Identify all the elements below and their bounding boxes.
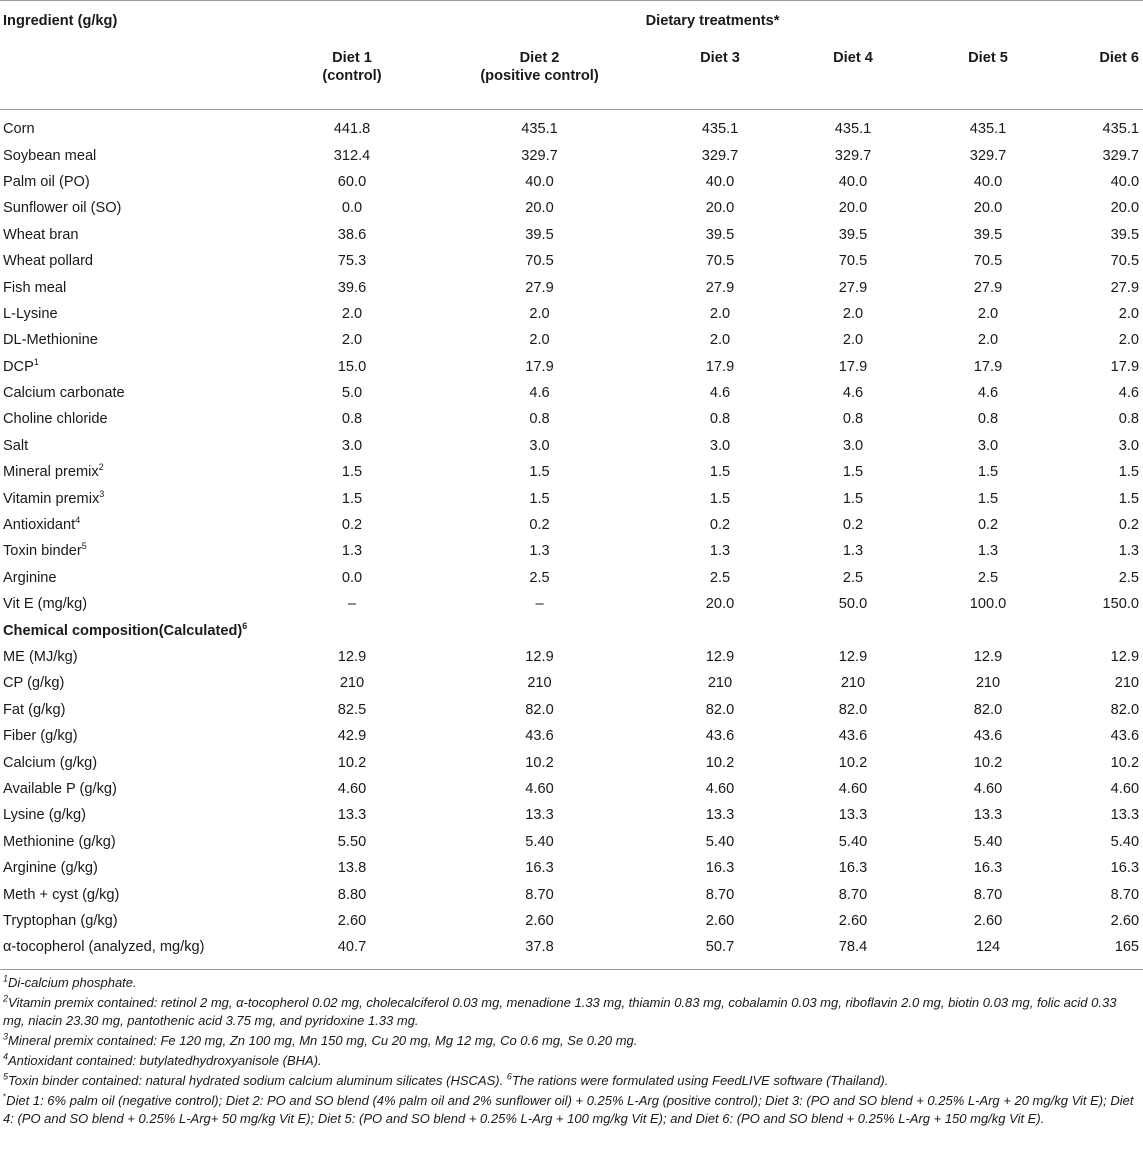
header-diet-3: Diet 3: [700, 50, 740, 66]
table-row: [0, 644, 1143, 670]
row-label: L-Lysine: [3, 305, 58, 322]
row-label: Available P (g/kg): [3, 780, 117, 797]
footnotes: [3, 974, 1141, 1130]
cell-diet-6: 70.5: [1110, 253, 1140, 270]
table-body: [0, 110, 1143, 970]
row-label: Fish meal: [3, 279, 67, 296]
row-label: Choline chloride: [3, 411, 108, 428]
row-label: DL-Methionine: [3, 332, 98, 349]
row-label: Arginine: [3, 569, 57, 586]
cell-diet-6: 1.5: [1118, 490, 1140, 507]
cell-diet-3: 50.7: [705, 939, 735, 956]
cell-diet-5: 20.0: [973, 200, 1003, 217]
table-row: [0, 697, 1143, 723]
header-diet-6: Diet 6: [1099, 50, 1140, 66]
cell-diet-3: 17.9: [705, 358, 735, 375]
cell-diet-3: 82.0: [705, 701, 735, 718]
cell-diet-5: 210: [975, 675, 1001, 692]
cell-diet-2: 12.9: [525, 649, 554, 665]
table-row: [0, 829, 1143, 855]
header-spacer: [0, 43, 282, 110]
cell-diet-6: 0.2: [1118, 517, 1140, 534]
cell-diet-3: 329.7: [701, 147, 739, 164]
cell-diet-5: 1.5: [977, 490, 999, 507]
cell-diet-1: 8.80: [337, 886, 367, 903]
cell-diet-1: 441.8: [333, 121, 371, 138]
header-dietary-treatments: Dietary treatments*: [645, 13, 780, 29]
table-row: [0, 855, 1143, 881]
cell-diet-6: 16.3: [1110, 860, 1140, 877]
header-diet-5: Diet 5: [968, 50, 1008, 66]
cell-diet-4: 2.0: [842, 305, 864, 322]
cell-diet-4: 82.0: [838, 701, 868, 718]
cell-diet-6: 1.5: [1118, 464, 1140, 481]
table-row: [0, 776, 1143, 802]
cell-diet-4: 4.6: [842, 385, 864, 402]
cell-diet-5: 16.3: [973, 860, 1003, 877]
row-label: Wheat pollard: [3, 253, 94, 270]
cell-diet-4: 435.1: [834, 121, 872, 138]
cell-diet-3: 20.0: [705, 596, 735, 613]
cell-diet-6: 2.5: [1118, 569, 1140, 586]
row-label: Methionine (g/kg): [3, 833, 116, 850]
cell-diet-5: 43.6: [973, 728, 1003, 745]
row-label: DCP$^1$: [3, 356, 39, 375]
cell-diet-6: 150.0: [1102, 596, 1140, 613]
cell-diet-3: 2.5: [709, 569, 731, 586]
cell-diet-2: 2.0: [529, 305, 550, 322]
cell-diet-1: 4.60: [337, 780, 367, 797]
table-row: [0, 433, 1143, 459]
row-label: Calcium carbonate: [3, 385, 125, 402]
table-row: [0, 908, 1143, 934]
cell-diet-5: 1.3: [977, 543, 999, 560]
row-label: Toxin binder$^5$: [3, 541, 87, 560]
table-row: [0, 934, 1143, 969]
cell-diet-2: 8.70: [525, 886, 554, 903]
header-ingredient: Ingredient (g/kg): [3, 13, 118, 29]
cell-diet-6: 1.3: [1118, 543, 1140, 560]
cell-diet-3: 2.0: [709, 305, 731, 322]
cell-diet-1: 2.0: [341, 305, 363, 322]
footnote-3: $^3$Mineral premix contained: Fe 120 mg, Zn 100 mg, Mn 150 mg, Cu 20 mg, Mg 12 mg, Co 0.6 mg, Se 0.20 mg.: [3, 1031, 638, 1048]
table-row: [0, 301, 1143, 327]
cell-diet-3: 210: [707, 675, 733, 692]
cell-diet-5: 8.70: [973, 886, 1003, 903]
footnote-5-6: $^5$Toxin binder contained: natural hydrated sodium calcium aluminum silicates (HSCAS). $^6$The rations were formulated using FeedLIVE software (Thailand).: [3, 1071, 889, 1088]
cell-diet-1: –: [347, 596, 357, 613]
cell-diet-6: 4.6: [1118, 385, 1140, 402]
cell-diet-3: 16.3: [705, 860, 735, 877]
cell-diet-6: 82.0: [1110, 701, 1140, 718]
cell-diet-6: 210: [1114, 675, 1140, 692]
cell-diet-1: 1.3: [341, 543, 363, 560]
cell-diet-5: 13.3: [973, 807, 1003, 824]
cell-diet-1: 38.6: [337, 226, 367, 243]
cell-diet-4: 5.40: [838, 833, 868, 850]
cell-diet-6: 10.2: [1110, 754, 1140, 771]
row-label: Arginine (g/kg): [3, 860, 98, 877]
cell-diet-3: 4.6: [709, 385, 731, 402]
table-row: [0, 881, 1143, 907]
row-label: Fat (g/kg): [3, 701, 66, 718]
table-row: [0, 354, 1143, 380]
cell-diet-4: 4.60: [838, 780, 868, 797]
cell-diet-2: 27.9: [525, 279, 554, 296]
cell-diet-2: 10.2: [525, 754, 554, 771]
cell-diet-4: 13.3: [838, 807, 868, 824]
table-row: [0, 591, 1143, 617]
cell-diet-4: 70.5: [838, 253, 868, 270]
cell-diet-1: 312.4: [333, 147, 371, 164]
cell-diet-1: 10.2: [337, 754, 367, 771]
cell-diet-3: 2.60: [705, 912, 735, 929]
cell-diet-2: 2.60: [525, 912, 554, 929]
table-row: [0, 274, 1143, 300]
cell-diet-6: 0.8: [1118, 411, 1140, 428]
table-row: [0, 406, 1143, 432]
cell-diet-4: 3.0: [842, 437, 864, 454]
cell-diet-2: –: [535, 596, 544, 613]
cell-diet-1: 60.0: [337, 173, 367, 190]
cell-diet-1: 5.50: [337, 833, 367, 850]
cell-diet-4: 17.9: [838, 358, 868, 375]
cell-diet-2: 1.5: [529, 464, 550, 481]
cell-diet-2: 435.1: [521, 121, 558, 138]
cell-diet-2: 2.0: [529, 332, 550, 349]
cell-diet-6: 4.60: [1110, 780, 1140, 797]
row-label: α-tocopherol (analyzed, mg/kg): [3, 939, 205, 956]
cell-diet-5: 329.7: [969, 147, 1007, 164]
cell-diet-5: 40.0: [973, 173, 1003, 190]
cell-diet-1: 82.5: [337, 701, 367, 718]
cell-diet-2: 82.0: [525, 701, 554, 718]
row-label: CP (g/kg): [3, 675, 65, 692]
cell-diet-2: 40.0: [525, 173, 554, 190]
cell-diet-1: 2.60: [337, 912, 367, 929]
row-label: ME (MJ/kg): [3, 649, 78, 665]
cell-diet-2: 2.5: [529, 569, 550, 586]
cell-diet-3: 1.5: [709, 464, 731, 481]
header-diet-4: Diet 4: [833, 50, 873, 66]
cell-diet-3: 5.40: [705, 833, 735, 850]
cell-diet-3: 27.9: [705, 279, 735, 296]
cell-diet-4: 2.0: [842, 332, 864, 349]
cell-diet-1: 13.3: [337, 807, 367, 824]
cell-diet-5: 39.5: [973, 226, 1003, 243]
cell-diet-5: 2.0: [977, 305, 999, 322]
cell-diet-2: 70.5: [525, 253, 554, 270]
chemical-composition-heading-row: [0, 617, 1143, 643]
table-row: [0, 670, 1143, 696]
row-label: Vitamin premix$^3$: [3, 488, 105, 507]
cell-diet-5: 5.40: [973, 833, 1003, 850]
cell-diet-6: 27.9: [1110, 279, 1140, 296]
cell-diet-2: 5.40: [525, 833, 554, 850]
cell-diet-6: 12.9: [1110, 649, 1140, 665]
cell-diet-1: 0.2: [341, 517, 363, 534]
table-row: [0, 110, 1143, 143]
cell-diet-4: 20.0: [838, 200, 868, 217]
table-row: [0, 802, 1143, 828]
cell-diet-2: 1.5: [529, 490, 550, 507]
cell-diet-5: 4.6: [977, 385, 999, 402]
cell-diet-5: 435.1: [969, 121, 1007, 138]
cell-diet-3: 39.5: [705, 226, 735, 243]
cell-diet-2: 3.0: [529, 437, 550, 454]
table-row: [0, 248, 1143, 274]
header-diet-2: Diet 2 (positive control): [480, 50, 599, 84]
table-row: [0, 565, 1143, 591]
cell-diet-2: 4.60: [525, 780, 554, 797]
cell-diet-2: 20.0: [525, 200, 554, 217]
cell-diet-5: 27.9: [973, 279, 1003, 296]
cell-diet-5: 100.0: [969, 596, 1007, 613]
cell-diet-6: 5.40: [1110, 833, 1140, 850]
cell-diet-2: 43.6: [525, 728, 554, 745]
cell-diet-1: 0.0: [341, 200, 363, 217]
row-label: Soybean meal: [3, 147, 97, 164]
cell-diet-4: 16.3: [838, 860, 868, 877]
cell-diet-3: 70.5: [705, 253, 735, 270]
cell-diet-2: 13.3: [525, 807, 554, 824]
cell-diet-5: 2.60: [973, 912, 1003, 929]
row-label: Salt: [3, 437, 29, 454]
header-diet-1: Diet 1 (control): [322, 50, 382, 84]
table-row: [0, 380, 1143, 406]
row-label: Corn: [3, 121, 35, 138]
table-row: [0, 327, 1143, 353]
cell-diet-5: 17.9: [973, 358, 1003, 375]
cell-diet-1: 42.9: [337, 728, 367, 745]
cell-diet-4: 210: [840, 675, 866, 692]
cell-diet-4: 43.6: [838, 728, 868, 745]
cell-diet-4: 50.0: [838, 596, 868, 613]
cell-diet-1: 12.9: [337, 649, 367, 665]
cell-diet-6: 2.60: [1110, 912, 1140, 929]
cell-diet-1: 39.6: [337, 279, 367, 296]
cell-diet-6: 8.70: [1110, 886, 1140, 903]
cell-diet-3: 12.9: [705, 649, 735, 665]
cell-diet-1: 0.8: [341, 411, 363, 428]
table-row: [0, 222, 1143, 248]
cell-diet-1: 210: [339, 675, 365, 692]
cell-diet-6: 165: [1114, 939, 1140, 956]
cell-diet-6: 39.5: [1110, 226, 1140, 243]
row-label: Lysine (g/kg): [3, 807, 87, 824]
cell-diet-1: 5.0: [341, 385, 363, 402]
row-label: Mineral premix$^2$: [3, 462, 104, 481]
cell-diet-3: 0.8: [709, 411, 731, 428]
cell-diet-4: 1.5: [842, 490, 864, 507]
cell-diet-2: 39.5: [525, 226, 554, 243]
table-row: [0, 723, 1143, 749]
footnote-2: $^2$Vitamin premix contained: retinol 2 mg, α-tocopherol 0.02 mg, cholecalciferol 0.03 mg, menadione 1.33 mg, thiamin 0.83 mg, cobalamin 0.03 mg, riboflavin 2.0 mg, biotin 0.03 mg, folic acid 0.33 mg, niacin 23.30 mg, pantothenic acid 3.75 mg, and pyridoxine 1.33 mg.: [3, 993, 1117, 1028]
cell-diet-2: 210: [527, 675, 552, 692]
table-row: [0, 485, 1143, 511]
cell-diet-5: 124: [975, 939, 1001, 956]
cell-diet-5: 4.60: [973, 780, 1003, 797]
cell-diet-1: 2.0: [341, 332, 363, 349]
cell-diet-1: 1.5: [341, 490, 363, 507]
cell-diet-4: 0.8: [842, 411, 864, 428]
cell-diet-4: 12.9: [838, 649, 868, 665]
cell-diet-5: 1.5: [977, 464, 999, 481]
cell-diet-4: 1.3: [842, 543, 864, 560]
cell-diet-5: 3.0: [977, 437, 999, 454]
cell-diet-2: 37.8: [525, 939, 554, 956]
cell-diet-3: 43.6: [705, 728, 735, 745]
table-row: [0, 538, 1143, 564]
cell-diet-1: 40.7: [337, 939, 367, 956]
cell-diet-4: 10.2: [838, 754, 868, 771]
cell-diet-4: 27.9: [838, 279, 868, 296]
cell-diet-4: 78.4: [838, 939, 868, 956]
cell-diet-3: 1.3: [709, 543, 731, 560]
row-label: Vit E (mg/kg): [3, 596, 88, 613]
cell-diet-5: 82.0: [973, 701, 1003, 718]
cell-diet-5: 70.5: [973, 253, 1003, 270]
cell-diet-4: 8.70: [838, 886, 868, 903]
footnote-1: $^1$Di-calcium phosphate.: [3, 973, 137, 990]
cell-diet-6: 435.1: [1102, 121, 1140, 138]
cell-diet-6: 40.0: [1110, 173, 1140, 190]
cell-diet-5: 0.2: [977, 517, 999, 534]
table-row: [0, 142, 1143, 168]
table-row: [0, 459, 1143, 485]
cell-diet-6: 2.0: [1118, 332, 1140, 349]
row-label: Palm oil (PO): [3, 173, 90, 190]
row-label: Calcium (g/kg): [3, 754, 98, 771]
cell-diet-5: 10.2: [973, 754, 1003, 771]
cell-diet-3: 10.2: [705, 754, 735, 771]
cell-diet-3: 8.70: [705, 886, 735, 903]
cell-diet-5: 0.8: [977, 411, 999, 428]
cell-diet-3: 13.3: [705, 807, 735, 824]
cell-diet-4: 40.0: [838, 173, 868, 190]
cell-diet-6: 329.7: [1102, 147, 1140, 164]
row-label: Fiber (g/kg): [3, 728, 78, 745]
cell-diet-3: 3.0: [709, 437, 731, 454]
cell-diet-6: 3.0: [1118, 437, 1140, 454]
cell-diet-4: 1.5: [842, 464, 864, 481]
cell-diet-3: 0.2: [709, 517, 731, 534]
cell-diet-1: 75.3: [337, 253, 367, 270]
cell-diet-4: 2.5: [842, 569, 864, 586]
cell-diet-6: 13.3: [1110, 807, 1140, 824]
cell-diet-6: 43.6: [1110, 728, 1140, 745]
cell-diet-6: 17.9: [1110, 358, 1140, 375]
table-row: [0, 749, 1143, 775]
cell-diet-1: 13.8: [337, 860, 367, 877]
table-row: [0, 169, 1143, 195]
cell-diet-1: 15.0: [337, 358, 367, 375]
row-label: Meth + cyst (g/kg): [3, 886, 120, 903]
cell-diet-2: 4.6: [529, 385, 550, 402]
cell-diet-5: 2.5: [977, 569, 999, 586]
cell-diet-5: 2.0: [977, 332, 999, 349]
table-row: [0, 195, 1143, 221]
cell-diet-2: 17.9: [525, 358, 554, 375]
cell-diet-2: 0.2: [529, 517, 550, 534]
cell-diet-2: 0.8: [529, 411, 550, 428]
chemical-composition-heading: Chemical composition(Calculated)$^6$: [3, 620, 248, 639]
cell-diet-3: 435.1: [701, 121, 739, 138]
cell-diet-3: 1.5: [709, 490, 731, 507]
cell-diet-1: 1.5: [341, 464, 363, 481]
cell-diet-6: 2.0: [1118, 305, 1140, 322]
cell-diet-2: 329.7: [521, 147, 558, 164]
table-row: [0, 512, 1143, 538]
cell-diet-3: 2.0: [709, 332, 731, 349]
cell-diet-4: 329.7: [834, 147, 872, 164]
cell-diet-4: 2.60: [838, 912, 868, 929]
cell-diet-4: 39.5: [838, 226, 868, 243]
row-label: Antioxidant$^4$: [3, 515, 81, 534]
cell-diet-2: 16.3: [525, 860, 554, 877]
row-label: Tryptophan (g/kg): [3, 912, 118, 929]
cell-diet-3: 20.0: [705, 200, 735, 217]
cell-diet-4: 0.2: [842, 517, 864, 534]
row-label: Sunflower oil (SO): [3, 200, 122, 217]
footnote-4: $^4$Antioxidant contained: butylatedhydroxyanisole (BHA).: [3, 1051, 322, 1068]
cell-diet-5: 12.9: [973, 649, 1003, 665]
cell-diet-3: 4.60: [705, 780, 735, 797]
cell-diet-1: 0.0: [341, 569, 363, 586]
footnote-star: *Diet 1: 6% palm oil (negative control); Diet 2: PO and SO blend (4% palm oil and 2% sunflower oil) + 0.25% L-Arg (positive control); Diet 3: (PO and SO blend + 0.25% L-Arg + 20 mg/kg Vit E); Diet 4: (PO and SO blend + 0.25% L-Arg+ 50 mg/kg Vit E); Diet 5: (PO and SO blend + 0.25% L-Arg + 100 mg/kg Vit E); and Diet 6: (PO and SO blend + 0.25% L-Arg + 150 mg/kg Vit E).: [3, 1092, 1134, 1126]
row-label: Wheat bran: [3, 226, 79, 243]
cell-diet-6: 20.0: [1110, 200, 1140, 217]
cell-diet-1: 3.0: [341, 437, 363, 454]
cell-diet-2: 1.3: [529, 543, 550, 560]
cell-diet-3: 40.0: [705, 173, 735, 190]
